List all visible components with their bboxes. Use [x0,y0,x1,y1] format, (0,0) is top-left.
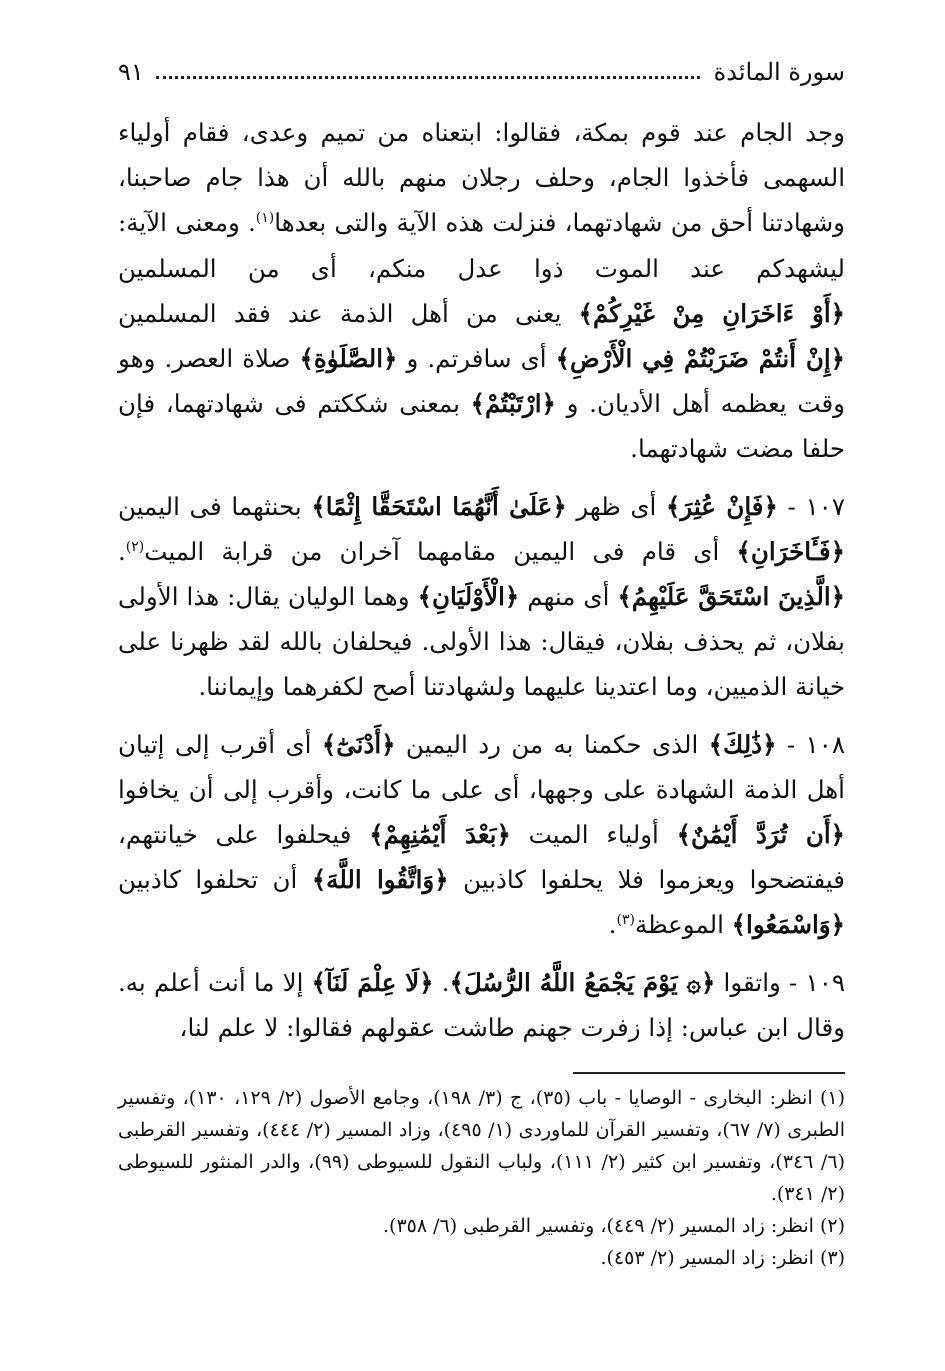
text-run: أولياء الميت [510,820,677,850]
footnote-ref-2[interactable]: (٢) [125,538,145,555]
text-run: فيحلفوا على خيانتهم، فيفتضحوا ويعزموا فلا يحلفوا كاذبين [118,820,845,895]
quran-quote: ﴿وَاسْمَعُوا﴾ [731,910,845,940]
quran-quote: ﴿ارْتَبْتُمْ﴾ [470,389,556,419]
quran-quote: ﴿فَـَٔاخَرَانِ﴾ [736,536,845,566]
running-header [118,52,845,92]
text-run: أن تحلفوا كاذبين [118,865,312,895]
quran-quote: ﴿إِنْ أَنتُمْ ضَرَبْتُمْ فِي الْأَرْضِ﴾ [555,344,845,374]
text-run: بحنثهما فى اليمين [118,491,312,521]
main-text [118,110,845,1050]
text-run: . ومعنى الآية: ليشهدكم عند الموت ذوا عدل منكم، أى من المسلمين [118,208,845,283]
verse-number: ١٠٧ - [777,491,845,521]
quran-quote: ﴿لَا عِلْمَ لَنَآ﴾ [311,967,434,997]
text-run: يعنى من أهل الذمة عند فقد المسلمين [118,298,579,328]
text-run: . [118,536,126,566]
footnote-3: (٣) انظر: زاد المسير (٢/ ٤٥٣). [600,1247,845,1269]
quran-quote: ﴿أَدْنَىٰٓ﴾ [321,729,396,759]
text-run: إلا ما أنت أعلم به. وقال ابن عباس: إذا زفرت جهنم طاشت عقولهم فقالوا: لا علم لنا، [118,967,845,1042]
quran-quote: ﴿الصَّلَوٰةِ﴾ [299,344,398,374]
quran-quote: ﴿الْأَوْلَيَانِ﴾ [417,582,520,612]
quran-quote: ﴿عَلَىٰ أَنَّهُمَا اسْتَحَقَّا إِثْمًا﴾ [311,491,567,521]
paragraph-verse-109 [118,960,845,1050]
text-run: واتقوا [715,967,781,997]
footnotes [118,1082,845,1274]
quran-quote: ﴿بَعْدَ أَيْمَٰنِهِمْ﴾ [369,820,511,850]
text-run: أى قام فى اليمين مقامهما آخران من قرابة الميت [144,536,737,566]
quran-quote: ﴿الَّذِينَ اسْتَحَقَّ عَلَيْهِمُ﴾ [617,582,845,612]
text-run: صلاة العصر. وهو وقت يعظمه أهل الأديان. و [118,344,845,419]
text-run: وجد الجام عند قوم بمكة، فقالوا: ابتعناه من تميم وعدى، فقام أولياء السهمى فأخذوا الجام، وحلف رجلان منهم بالله أن هذا جام صاحبنا، وشهادتنا أحق من شهادتهما، فنزلت هذه الآية والتى بعدها [118,118,845,238]
text-run: أى ظهر [566,491,667,521]
text-run: أى سافرتم. و [397,344,556,374]
text-run: أى أقرب إلى إتيان أهل الذمة الشهادة على وجهها، أى على ما كانت، وأقرب إلى أن يخافوا [118,729,845,804]
paragraph-verse-107 [118,484,845,710]
quran-quote: ﴿ذَٰلِكَ﴾ [708,729,777,759]
footnote-2: (٢) انظر: زاد المسير (٢/ ٤٤٩)، وتفسير القرطبى (٦/ ٣٥٨). [382,1215,845,1237]
footnote-ref-3[interactable]: (٣) [616,912,635,929]
paragraph-continuation [118,110,845,472]
text-run: الموعظة [634,910,732,940]
verse-number: ١٠٩ - [780,967,846,997]
paragraph-verse-108 [118,722,845,948]
footnote-1: (١) انظر: البخارى - الوصايا - باب (٣٥)، ج (٣/ ١٩٨)، وجامع الأصول (٢/ ١٢٩، ١٣٠)، وتفسير الطبرى (٧/ ٦٧)، وتفسير القرآن للماوردى (١/ ٤٩٥)، وزاد المسير (٢/ ٤٤٤)، وتفسير القرطبى (٦/ ٣٤٦)، وتفسير ابن كثير (٢/ ١١١)، ولباب النقول للسيوطى (٩٩)، والدر المنثور للسيوطى (٢/ ٣٤١). [118,1087,845,1205]
text-run: وهما الوليان يقال: هذا الأولى بفلان، ثم يحذف بفلان، فيقال: هذا الأولى. فيحلفان بالله لقد ظهرنا على خيانة الذميين، وما اعتدينا عليهما ولشهادتنا أصح لكفرهما وإيماننا. [118,582,845,702]
footnote-ref-1[interactable]: (١) [255,210,275,227]
quran-quote: ﴿أَوْ ءَاخَرَانِ مِنْ غَيْرِكُمْ﴾ [578,298,845,328]
surah-title: سورة المائدة [713,58,845,86]
page-number: ٩١ [118,58,144,86]
quran-quote: ﴿وَاتَّقُوا اللَّهَ﴾ [311,865,449,895]
header-dotted-leader [156,76,700,79]
footnote-divider [573,1072,845,1074]
text-run: بمعنى شككتم فى شهادتهما، فإن حلفا مضت شهادتهما. [118,389,845,464]
text-run: . [433,967,450,997]
quran-quote: ﴿فَإِنْ عُثِرَ﴾ [666,491,778,521]
quran-quote: ﴿۞ يَوْمَ يَجْمَعُ اللَّهُ الرُّسُلَ﴾ [449,967,716,997]
book-page [118,52,845,1331]
text-run: . [608,910,617,940]
text-run: الذى حكمنا به من رد اليمين [395,729,709,759]
verse-number: ١٠٨ - [776,729,845,759]
text-run: أى منهم [519,582,618,612]
quran-quote: ﴿أَن تُرَدَّ أَيْمَٰنٌ﴾ [676,820,846,850]
